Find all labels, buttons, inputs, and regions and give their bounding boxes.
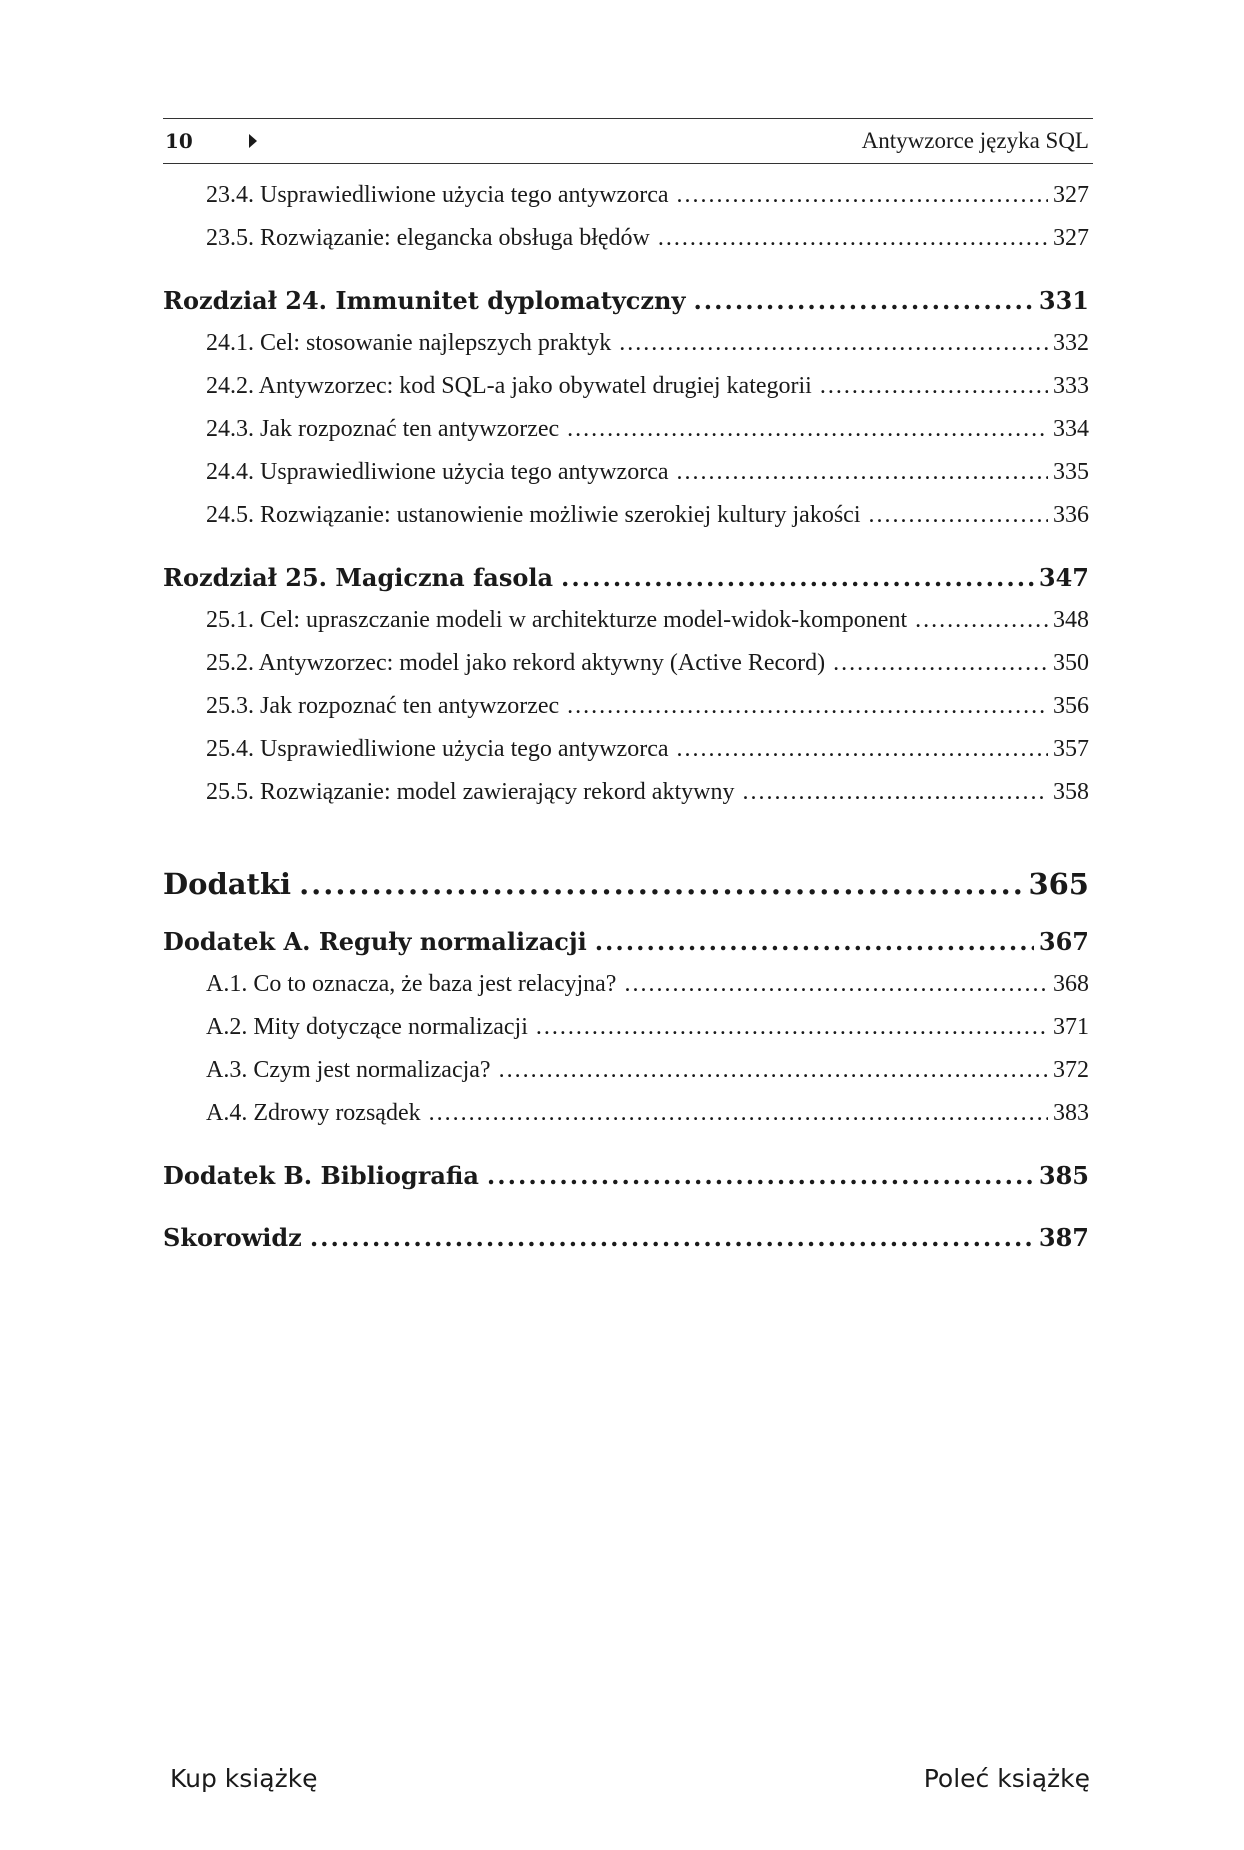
toc-entry-sec[interactable] (163, 365, 1093, 408)
footer (170, 1764, 1090, 1793)
dot-leader (561, 556, 1034, 599)
dot-leader (677, 174, 1048, 217)
book-title: Antywzorce języka SQL (861, 128, 1089, 153)
toc-entry-title: 24.5. Rozwiązanie: ustanowienie możliwie szerokiej kultury jakości (206, 502, 861, 528)
toc-entry-sec[interactable] (163, 771, 1093, 814)
dot-leader (833, 642, 1048, 685)
toc-entry-sec[interactable] (163, 217, 1093, 260)
toc-entry-sec[interactable] (163, 322, 1093, 365)
toc-entry-title: 24.1. Cel: stosowanie najlepszych praktyk (206, 330, 612, 356)
toc-entry-page: 350 (1053, 650, 1089, 676)
toc-entry-title: Dodatki (163, 867, 292, 901)
toc-entry-ch[interactable] (163, 1216, 1093, 1259)
dot-leader (429, 1092, 1048, 1135)
toc-entry-page: 387 (1038, 1223, 1089, 1252)
dot-leader (310, 1216, 1034, 1259)
dot-leader (499, 1049, 1048, 1092)
dot-leader (567, 408, 1048, 451)
toc-entry-ch[interactable] (163, 1154, 1093, 1197)
page-number: 10 (165, 129, 193, 153)
toc-entry-title: 25.2. Antywzorzec: model jako rekord aktywny (Active Record) (206, 650, 826, 676)
toc-entry-title: 25.5. Rozwiązanie: model zawierający rekord aktywny (206, 779, 735, 805)
dot-leader (677, 728, 1048, 771)
toc-entry-page: 383 (1053, 1100, 1089, 1126)
triangle-right-icon (249, 134, 257, 148)
toc-entry-sec[interactable] (163, 1049, 1093, 1092)
toc-entry-sec[interactable] (163, 685, 1093, 728)
toc-entry-title: Dodatek B. Bibliografia (163, 1161, 479, 1190)
recommend-book-link[interactable]: Poleć książkę (923, 1764, 1090, 1793)
dot-leader (693, 279, 1033, 322)
dot-leader (677, 451, 1048, 494)
dot-leader (299, 858, 1023, 910)
book-page (163, 118, 1093, 1259)
toc-entry-title: 23.4. Usprawiedliwione użycia tego antywzorca (206, 182, 669, 208)
toc-entry-ch[interactable] (163, 556, 1093, 599)
running-head (163, 118, 1093, 164)
dot-leader (567, 685, 1048, 728)
toc-entry-page: 372 (1053, 1057, 1089, 1083)
toc-entry-sec[interactable] (163, 1092, 1093, 1135)
toc-entry-title: 25.3. Jak rozpoznać ten antywzorzec (206, 693, 560, 719)
toc-entry-page: 356 (1053, 693, 1089, 719)
toc-entry-sec[interactable] (163, 1006, 1093, 1049)
toc-entry-page: 331 (1038, 286, 1089, 315)
dot-leader (487, 1154, 1034, 1197)
toc-entry-sec[interactable] (163, 728, 1093, 771)
toc-entry-title: A.4. Zdrowy rozsądek (206, 1100, 421, 1126)
toc-entry-page: 368 (1053, 971, 1089, 997)
toc-entry-page: 332 (1053, 330, 1089, 356)
toc-entry-page: 336 (1053, 502, 1089, 528)
dot-leader (742, 771, 1048, 814)
table-of-contents (163, 174, 1093, 1259)
toc-entry-title: A.2. Mity dotyczące normalizacji (206, 1014, 528, 1040)
toc-entry-page: 358 (1053, 779, 1089, 805)
toc-entry-page: 333 (1053, 373, 1089, 399)
toc-entry-page: 327 (1053, 182, 1089, 208)
dot-leader (658, 217, 1048, 260)
toc-entry-page: 335 (1053, 459, 1089, 485)
toc-entry-sec[interactable] (163, 174, 1093, 217)
toc-entry-sec[interactable] (163, 408, 1093, 451)
dot-leader (595, 920, 1034, 963)
toc-entry-title: 24.4. Usprawiedliwione użycia tego antywzorca (206, 459, 669, 485)
toc-entry-title: 24.3. Jak rozpoznać ten antywzorzec (206, 416, 560, 442)
toc-entry-title: Skorowidz (163, 1223, 302, 1252)
toc-entry-page: 348 (1053, 607, 1089, 633)
toc-entry-sec[interactable] (163, 599, 1093, 642)
dot-leader (868, 494, 1048, 537)
buy-book-link[interactable]: Kup książkę (170, 1764, 318, 1793)
toc-entry-sec[interactable] (163, 451, 1093, 494)
toc-entry-title: A.3. Czym jest normalizacja? (206, 1057, 491, 1083)
toc-entry-title: Dodatek A. Reguły normalizacji (163, 927, 587, 956)
toc-entry-sec[interactable] (163, 494, 1093, 537)
toc-entry-page: 367 (1038, 927, 1089, 956)
toc-entry-ch[interactable] (163, 279, 1093, 322)
toc-entry-part[interactable] (163, 858, 1093, 910)
dot-leader (820, 365, 1048, 408)
toc-entry-title: A.1. Co to oznacza, że baza jest relacyjna? (206, 971, 617, 997)
toc-entry-page: 371 (1053, 1014, 1089, 1040)
toc-entry-title: 23.5. Rozwiązanie: elegancka obsługa błędów (206, 225, 650, 251)
dot-leader (624, 963, 1048, 1006)
toc-entry-page: 347 (1038, 563, 1089, 592)
toc-entry-sec[interactable] (163, 963, 1093, 1006)
toc-entry-ch[interactable] (163, 920, 1093, 963)
toc-entry-page: 357 (1053, 736, 1089, 762)
toc-entry-sec[interactable] (163, 642, 1093, 685)
toc-entry-page: 327 (1053, 225, 1089, 251)
toc-entry-page: 385 (1038, 1161, 1089, 1190)
toc-entry-title: 25.4. Usprawiedliwione użycia tego antywzorca (206, 736, 669, 762)
toc-entry-page: 334 (1053, 416, 1089, 442)
toc-entry-title: Rozdział 25. Magiczna fasola (163, 563, 554, 592)
toc-entry-title: 25.1. Cel: upraszczanie modeli w architekturze model-widok-komponent (206, 607, 908, 633)
dot-leader (619, 322, 1048, 365)
dot-leader (536, 1006, 1048, 1049)
dot-leader (915, 599, 1048, 642)
toc-entry-title: Rozdział 24. Immunitet dyplomatyczny (163, 286, 686, 315)
toc-entry-title: 24.2. Antywzorzec: kod SQL-a jako obywatel drugiej kategorii (206, 373, 812, 399)
toc-entry-page: 365 (1028, 867, 1089, 901)
